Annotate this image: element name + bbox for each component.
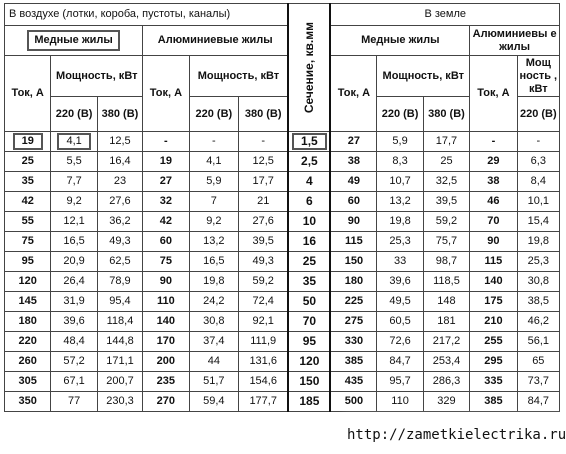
cell-ground-aluminium-220: 56,1	[517, 332, 559, 352]
table-row	[5, 132, 560, 152]
cell-air-copper-current: 145	[5, 292, 51, 312]
cell-ground-aluminium-220: 15,4	[517, 212, 559, 232]
header-ground-aluminium-current: Ток, А	[470, 56, 517, 132]
cell-ground-aluminium-current: 255	[470, 332, 517, 352]
table-row	[5, 392, 560, 412]
cell-ground-copper-220: 49,5	[377, 292, 423, 312]
cell-air-copper-380: 230,3	[97, 392, 142, 412]
cell-ground-copper-380: 39,5	[423, 192, 469, 212]
cell-ground-copper-380: 118,5	[423, 272, 469, 292]
header-ground-aluminium: Алюминиевы е жилы	[470, 26, 560, 56]
cell-air-aluminium-current: 27	[143, 172, 189, 192]
cell-air-copper-380: 144,8	[97, 332, 142, 352]
cell-air-aluminium-current: 170	[143, 332, 189, 352]
cell-air-aluminium-220: 7	[189, 192, 239, 212]
header-air-aluminium-380: 380 (В)	[239, 97, 289, 132]
cell-ground-aluminium-current: 29	[470, 152, 517, 172]
cell-air-copper-380: 78,9	[97, 272, 142, 292]
cell-air-copper-current: 35	[5, 172, 51, 192]
cell-air-copper-220: 57,2	[51, 352, 97, 372]
cell-ground-aluminium-220: 38,5	[517, 292, 559, 312]
table-row	[5, 172, 560, 192]
cell-air-copper-380: 12,5	[97, 132, 142, 152]
cell-ground-aluminium-current: 38	[470, 172, 517, 192]
highlight-box: 1,5	[292, 133, 327, 150]
cell-air-copper-current: 305	[5, 372, 51, 392]
cell-ground-copper-220: 8,3	[377, 152, 423, 172]
cell-section: 70	[288, 312, 330, 332]
cell-ground-copper-current: 435	[330, 372, 376, 392]
cell-ground-copper-220: 5,9	[377, 132, 423, 152]
cell-air-copper-current: 350	[5, 392, 51, 412]
cell-ground-copper-current: 115	[330, 232, 376, 252]
table-row	[5, 352, 560, 372]
cell-air-aluminium-current: 270	[143, 392, 189, 412]
cell-ground-aluminium-220: 6,3	[517, 152, 559, 172]
cell-air-copper-220: 48,4	[51, 332, 97, 352]
cell-ground-aluminium-220: 25,3	[517, 252, 559, 272]
cell-ground-aluminium-220: 73,7	[517, 372, 559, 392]
cell-air-copper-current: 42	[5, 192, 51, 212]
cell-air-copper-380: 95,4	[97, 292, 142, 312]
cell-ground-aluminium-current: 70	[470, 212, 517, 232]
cell-section: 35	[288, 272, 330, 292]
cell-air-copper-380: 36,2	[97, 212, 142, 232]
cell-section: 2,5	[288, 152, 330, 172]
cell-ground-copper-380: 253,4	[423, 352, 469, 372]
table-row	[5, 272, 560, 292]
cell-ground-aluminium-220: 46,2	[517, 312, 559, 332]
cell-air-copper-current: 120	[5, 272, 51, 292]
cell-ground-copper-380: 98,7	[423, 252, 469, 272]
cell-air-copper-current: 220	[5, 332, 51, 352]
cell-ground-aluminium-current: 46	[470, 192, 517, 212]
cell-air-copper-380: 27,6	[97, 192, 142, 212]
cell-ground-copper-current: 60	[330, 192, 376, 212]
cell-ground-aluminium-220: 19,8	[517, 232, 559, 252]
cell-air-aluminium-380: 21	[239, 192, 289, 212]
cell-air-aluminium-current: 110	[143, 292, 189, 312]
cell-ground-copper-380: 217,2	[423, 332, 469, 352]
cell-section: 16	[288, 232, 330, 252]
cell-section	[288, 132, 330, 152]
cell-air-aluminium-220: 30,8	[189, 312, 239, 332]
cell-air-aluminium-current: 60	[143, 232, 189, 252]
header-ground-aluminium-220: 220 (В)	[517, 97, 559, 132]
cell-air-aluminium-220: 4,1	[189, 152, 239, 172]
cell-ground-copper-220: 84,7	[377, 352, 423, 372]
cell-ground-copper-current: 180	[330, 272, 376, 292]
header-air-copper-380: 380 (В)	[97, 97, 142, 132]
cell-air-aluminium-380: 111,9	[239, 332, 289, 352]
cell-ground-copper-380: 286,3	[423, 372, 469, 392]
cell-ground-aluminium-current: 210	[470, 312, 517, 332]
header-ground-copper-380: 380 (В)	[423, 97, 469, 132]
header-air-aluminium-220: 220 (В)	[189, 97, 239, 132]
cell-air-aluminium-220: 9,2	[189, 212, 239, 232]
cell-air-copper-220: 20,9	[51, 252, 97, 272]
header-ground-copper-power: Мощность, кВт	[377, 56, 470, 97]
cell-air-aluminium-380: -	[239, 132, 289, 152]
cell-air-aluminium-380: 131,6	[239, 352, 289, 372]
header-air-copper	[5, 26, 143, 56]
cell-section: 25	[288, 252, 330, 272]
cell-ground-copper-current: 38	[330, 152, 376, 172]
cell-ground-copper-current: 150	[330, 252, 376, 272]
table-row	[5, 372, 560, 392]
cell-air-aluminium-220: 44	[189, 352, 239, 372]
cell-air-aluminium-current: 90	[143, 272, 189, 292]
cell-ground-aluminium-current: 335	[470, 372, 517, 392]
cell-air-aluminium-220: 13,2	[189, 232, 239, 252]
cell-air-copper-220: 9,2	[51, 192, 97, 212]
cell-ground-copper-220: 95,7	[377, 372, 423, 392]
header-ground-copper: Медные жилы	[330, 26, 469, 56]
cell-ground-copper-current: 225	[330, 292, 376, 312]
cell-air-copper-380: 200,7	[97, 372, 142, 392]
cell-air-aluminium-380: 12,5	[239, 152, 289, 172]
cell-air-aluminium-220: 37,4	[189, 332, 239, 352]
cell-ground-copper-380: 75,7	[423, 232, 469, 252]
cell-air-copper-220	[51, 132, 97, 152]
cell-air-aluminium-380: 177,7	[239, 392, 289, 412]
cell-air-copper-380: 23	[97, 172, 142, 192]
cell-air-copper-current: 95	[5, 252, 51, 272]
cell-section: 10	[288, 212, 330, 232]
cell-air-copper-380: 171,1	[97, 352, 142, 372]
cell-ground-copper-current: 275	[330, 312, 376, 332]
cell-air-aluminium-380: 154,6	[239, 372, 289, 392]
cell-ground-copper-380: 25	[423, 152, 469, 172]
cell-air-aluminium-220: 59,4	[189, 392, 239, 412]
cable-current-table	[4, 3, 560, 412]
cell-section: 120	[288, 352, 330, 372]
cell-air-aluminium-220: 51,7	[189, 372, 239, 392]
cell-ground-copper-current: 500	[330, 392, 376, 412]
cell-ground-copper-380: 181	[423, 312, 469, 332]
cell-air-aluminium-380: 49,3	[239, 252, 289, 272]
cell-ground-copper-220: 33	[377, 252, 423, 272]
cell-section: 185	[288, 392, 330, 412]
table-row	[5, 252, 560, 272]
cell-air-copper-220: 39,6	[51, 312, 97, 332]
cell-ground-copper-current: 27	[330, 132, 376, 152]
cell-ground-copper-220: 10,7	[377, 172, 423, 192]
cell-ground-copper-current: 90	[330, 212, 376, 232]
cell-air-copper-220: 12,1	[51, 212, 97, 232]
cell-air-copper-380: 62,5	[97, 252, 142, 272]
cell-air-aluminium-220: 16,5	[189, 252, 239, 272]
cell-ground-copper-380: 32,5	[423, 172, 469, 192]
cell-air-copper-current: 180	[5, 312, 51, 332]
cell-air-copper-current: 55	[5, 212, 51, 232]
header-air-copper-power: Мощность, кВт	[51, 56, 143, 97]
cell-air-aluminium-380: 17,7	[239, 172, 289, 192]
cell-ground-aluminium-220: -	[517, 132, 559, 152]
cell-air-aluminium-220: 24,2	[189, 292, 239, 312]
cell-ground-copper-380: 329	[423, 392, 469, 412]
header-air-copper-220: 220 (В)	[51, 97, 97, 132]
cell-air-copper-380: 118,4	[97, 312, 142, 332]
cell-air-copper-380: 16,4	[97, 152, 142, 172]
cell-ground-copper-220: 13,2	[377, 192, 423, 212]
table-row	[5, 192, 560, 212]
cell-ground-aluminium-220: 10,1	[517, 192, 559, 212]
cell-air-aluminium-current: 235	[143, 372, 189, 392]
highlight-box: 4,1	[57, 133, 90, 150]
cell-ground-aluminium-current: 385	[470, 392, 517, 412]
cell-air-copper-current: 25	[5, 152, 51, 172]
cell-air-aluminium-380: 39,5	[239, 232, 289, 252]
header-air-aluminium-current: Ток, А	[143, 56, 189, 132]
cell-ground-copper-220: 72,6	[377, 332, 423, 352]
cell-ground-copper-current: 385	[330, 352, 376, 372]
cell-air-aluminium-380: 92,1	[239, 312, 289, 332]
table-row	[5, 232, 560, 252]
cell-air-aluminium-380: 59,2	[239, 272, 289, 292]
cell-ground-aluminium-220: 30,8	[517, 272, 559, 292]
cell-section: 95	[288, 332, 330, 352]
cell-air-aluminium-current: 19	[143, 152, 189, 172]
cell-ground-aluminium-current: 90	[470, 232, 517, 252]
header-air: В воздухе (лотки, короба, пустоты, каналы)	[5, 4, 289, 26]
header-air-copper-current: Ток, А	[5, 56, 51, 132]
cell-air-aluminium-220: 19,8	[189, 272, 239, 292]
cell-air-aluminium-current: 75	[143, 252, 189, 272]
cell-ground-aluminium-220: 65	[517, 352, 559, 372]
website-url: http://zametkielectrika.ru	[347, 420, 561, 450]
highlight-box: 19	[13, 133, 43, 150]
cell-air-aluminium-220: -	[189, 132, 239, 152]
cell-air-copper-220: 5,5	[51, 152, 97, 172]
cell-section: 50	[288, 292, 330, 312]
cell-air-copper-220: 7,7	[51, 172, 97, 192]
cell-ground-copper-current: 330	[330, 332, 376, 352]
cell-ground-copper-380: 59,2	[423, 212, 469, 232]
cell-ground-aluminium-current: 140	[470, 272, 517, 292]
cell-ground-aluminium-220: 84,7	[517, 392, 559, 412]
cell-air-aluminium-current: -	[143, 132, 189, 152]
cell-air-copper-current: 75	[5, 232, 51, 252]
header-ground-copper-220: 220 (В)	[377, 97, 423, 132]
cell-ground-copper-220: 110	[377, 392, 423, 412]
header-ground: В земле	[330, 4, 559, 26]
cell-air-copper-current: 260	[5, 352, 51, 372]
cell-ground-copper-220: 25,3	[377, 232, 423, 252]
cell-air-aluminium-current: 200	[143, 352, 189, 372]
cell-ground-copper-380: 148	[423, 292, 469, 312]
table-row	[5, 212, 560, 232]
header-ground-copper-current: Ток, А	[330, 56, 376, 132]
cell-section: 6	[288, 192, 330, 212]
cell-ground-aluminium-current: 115	[470, 252, 517, 272]
cell-ground-aluminium-220: 8,4	[517, 172, 559, 192]
table-row	[5, 292, 560, 312]
cell-air-copper-220: 26,4	[51, 272, 97, 292]
cell-section: 150	[288, 372, 330, 392]
cell-ground-copper-380: 17,7	[423, 132, 469, 152]
header-air-aluminium-power: Мощность, кВт	[189, 56, 288, 97]
cell-air-copper-current	[5, 132, 51, 152]
cell-section: 4	[288, 172, 330, 192]
cell-air-copper-380: 49,3	[97, 232, 142, 252]
cell-air-aluminium-current: 42	[143, 212, 189, 232]
cell-air-copper-220: 77	[51, 392, 97, 412]
header-air-copper-label: Медные жилы	[27, 30, 119, 51]
cell-air-aluminium-220: 5,9	[189, 172, 239, 192]
cell-air-aluminium-current: 140	[143, 312, 189, 332]
cell-ground-aluminium-current: 295	[470, 352, 517, 372]
cell-ground-aluminium-current: -	[470, 132, 517, 152]
cell-ground-copper-220: 60,5	[377, 312, 423, 332]
header-air-aluminium: Алюминиевые жилы	[143, 26, 289, 56]
cell-air-aluminium-380: 72,4	[239, 292, 289, 312]
table-row	[5, 312, 560, 332]
cell-ground-copper-220: 19,8	[377, 212, 423, 232]
header-section-label: Сечение, кв.мм	[301, 22, 316, 114]
cell-air-copper-220: 67,1	[51, 372, 97, 392]
table-row	[5, 152, 560, 172]
header-ground-aluminium-power: Мощ ность , кВт	[517, 56, 559, 97]
cell-air-copper-220: 16,5	[51, 232, 97, 252]
cell-ground-aluminium-current: 175	[470, 292, 517, 312]
cell-air-aluminium-380: 27,6	[239, 212, 289, 232]
cell-air-copper-220: 31,9	[51, 292, 97, 312]
cell-air-aluminium-current: 32	[143, 192, 189, 212]
cell-ground-copper-220: 39,6	[377, 272, 423, 292]
cell-ground-copper-current: 49	[330, 172, 376, 192]
table-row	[5, 332, 560, 352]
header-section	[288, 4, 330, 132]
